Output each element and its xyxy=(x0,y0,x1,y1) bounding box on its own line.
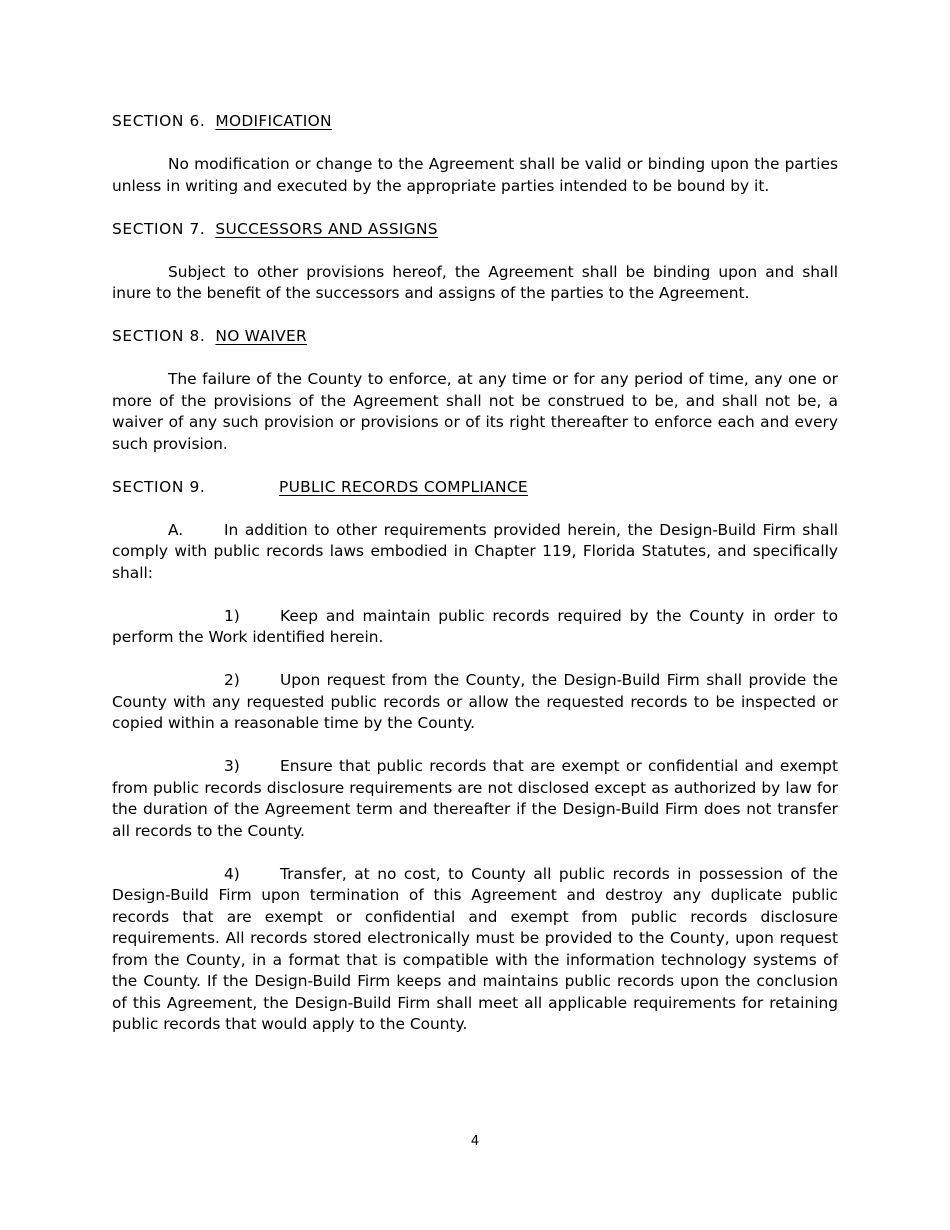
section-7-body: Subject to other provisions hereof, the Agreement shall be binding upon and shall inure to the benefit of the successors and assigns of the parties to the Agreement. xyxy=(112,262,838,302)
page-number: 4 xyxy=(470,1134,480,1149)
list-item-marker: 4) xyxy=(224,864,240,883)
list-item xyxy=(112,606,838,649)
list-item-marker: 3) xyxy=(224,757,240,775)
section-7-title: SUCCESSORS AND ASSIGNS xyxy=(215,219,438,238)
section-8-number: SECTION 8. xyxy=(112,327,206,345)
list-item xyxy=(112,670,838,735)
section-9-title: PUBLIC RECORDS COMPLIANCE xyxy=(279,477,528,496)
section-8-title: NO WAIVER xyxy=(215,327,307,345)
section-6-number: SECTION 6. xyxy=(112,112,206,130)
section-6-body: No modification or change to the Agreement shall be valid or binding upon the parties unless in writing and executed by the appropriate parties intended to be bound by it. xyxy=(112,155,838,195)
section-7-number: SECTION 7. xyxy=(112,219,206,238)
list-item-text: Upon request from the County, the Design-Build Firm shall provide the County with any requested public records or allow the requested records to be inspected or copied within a reasonable time by the County. xyxy=(112,671,838,732)
list-item-marker: 1) xyxy=(224,606,240,625)
paragraph-a-marker: A. xyxy=(168,520,184,539)
list-item-text: Ensure that public records that are exempt or confidential and exempt from public records disclosure requirements are not disclosed except as authorized by law for the duration of the Agreement term and thereafter if the Design-Build Firm does not transfer all records to the County. xyxy=(112,757,838,840)
list-item-text: Keep and maintain public records required by the County in order to perform the Work identified herein. xyxy=(112,606,838,646)
list-item xyxy=(112,756,838,842)
section-8-body: The failure of the County to enforce, at any time or for any period of time, any one or more of the provisions of the Agreement shall not be construed to be, and shall not be, a waiver of any such provision or provisions or of its right thereafter to enforce each and every such provision. xyxy=(112,370,838,453)
list-item-marker: 2) xyxy=(224,671,240,689)
section-9-number: SECTION 9. xyxy=(112,477,206,496)
list-item-text: Transfer, at no cost, to County all public records in possession of the Design-Build Firm upon termination of this Agreement and destroy any duplicate public records that are exempt or confidential and exempt from public records disclosure requirements. All records stored electronically must be provided to the County, upon request from the County, in a format that is compatible with the information technology systems of the County. If the Design-Build Firm keeps and maintains public records upon the conclusion of this Agreement, the Design-Build Firm shall meet all applicable requirements for retaining public records that would apply to the County. xyxy=(112,864,838,1033)
section-7-heading xyxy=(112,219,838,241)
section-9-paragraph-a xyxy=(112,520,838,585)
document-page xyxy=(112,111,838,1057)
list-item xyxy=(112,864,838,1036)
section-6-title: MODIFICATION xyxy=(215,112,332,130)
section-9-heading xyxy=(112,477,838,499)
section-6-heading xyxy=(112,111,838,133)
section-8-heading xyxy=(112,326,838,348)
paragraph-a-text: In addition to other requirements provided herein, the Design-Build Firm shall comply with public records laws embodied in Chapter 119, Florida Statutes, and specifically shall: xyxy=(112,520,838,582)
